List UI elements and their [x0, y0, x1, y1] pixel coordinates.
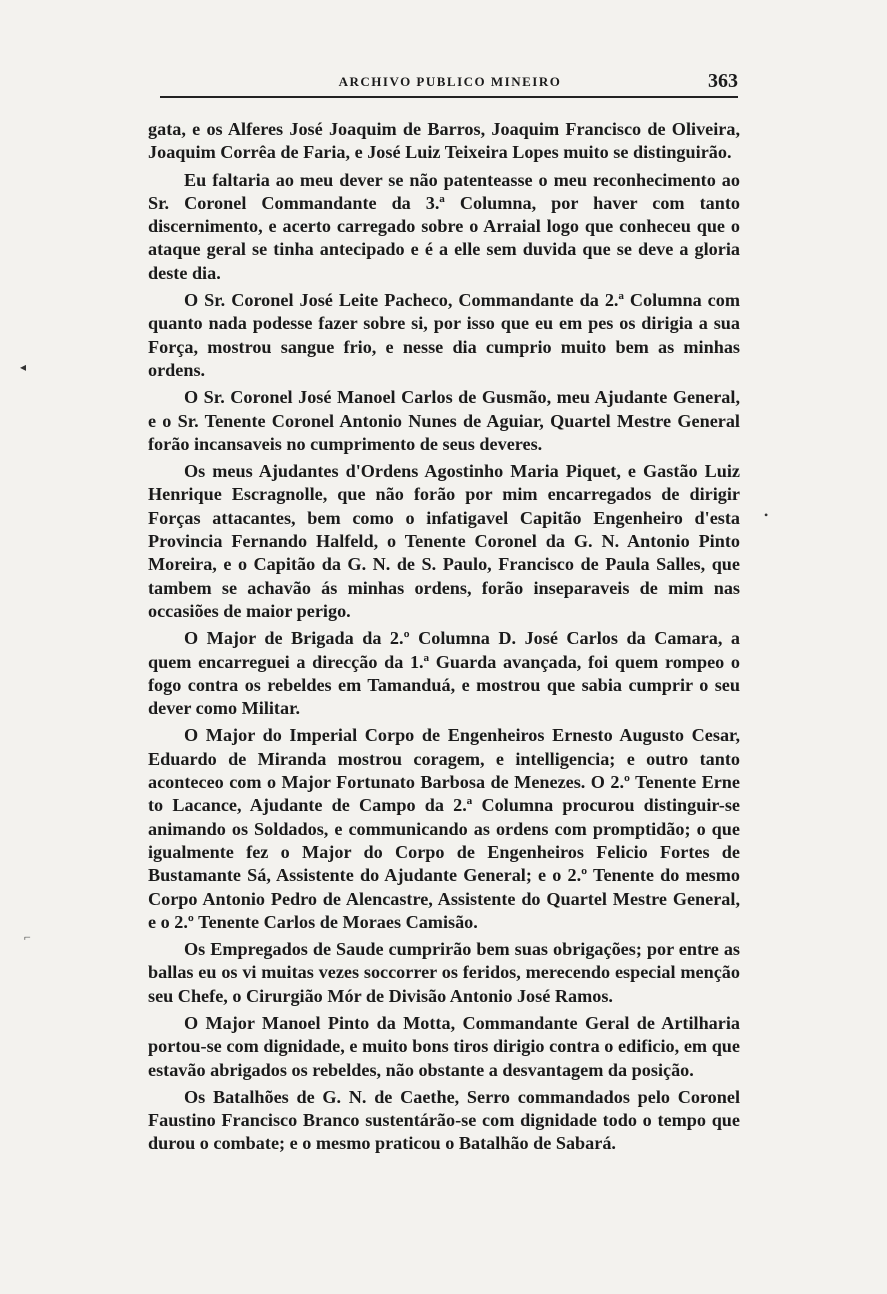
- paragraph: O Sr. Coronel José Leite Pacheco, Commandante da 2.ª Columna com quanto nada podesse fazer sobre si, por isso que eu em pes os dirigia a sua Força, mostrou sangue frio, e nesse dia cumprio muito bem as minhas ordens.: [148, 290, 740, 380]
- header-title: ARCHIVO PUBLICO MINEIRO: [338, 74, 562, 89]
- paragraph: Os Batalhões de G. N. de Caethe, Serro commandados pelo Coronel Faustino Francisco Branco sustentárão-se com dignidade todo o tempo que durou o combate; e o mesmo praticou o Batalhão de Sabará.: [148, 1086, 740, 1154]
- paragraph: O Sr. Coronel José Manoel Carlos de Gusmão, meu Ajudante General, e o Sr. Tenente Coronel Antonio Nunes de Aguiar, Quartel Mestre General forão incansaveis no cumprimento de seus deveres.: [148, 387, 740, 454]
- margin-mark: ⌐: [24, 930, 31, 944]
- page-number: 363: [708, 70, 738, 92]
- paragraph: gata, e os Alferes José Joaquim de Barros, Joaquim Francisco de Oliveira, Joaquim Corrêa de Faria, e José Luiz Teixeira Lopes muito se distinguirão.: [148, 119, 740, 163]
- paragraph: Eu faltaria ao meu dever se não patenteasse o meu reconhecimento ao Sr. Coronel Commandante da 3.ª Columna, por haver com tanto discernimento, e acerto carregado sobre o Arraial logo que conheceu que o ataque geral se tinha antecipado e é a elle sem duvida que se deve a gloria deste dia.: [148, 169, 740, 283]
- paragraph: O Major de Brigada da 2.º Columna D. José Carlos da Camara, a quem encarreguei a direcção da 1.ª Guarda avançada, foi quem rompeo o fogo contra os rebeldes em Tamanduá, e mostrou que sabia cumprir o seu dever como Militar.: [148, 628, 740, 719]
- running-header: [160, 70, 740, 96]
- paragraph: Os Empregados de Saude cumprirão bem suas obrigações; por entre as ballas eu os vi muitas vezes soccorrer os feridos, merecendo especial menção seu Chefe, o Cirurgião Mór de Divisão Antonio José Ramos.: [148, 939, 740, 1006]
- margin-mark: •: [764, 508, 769, 522]
- body-text: [148, 118, 740, 1160]
- header-rule: [160, 96, 738, 98]
- paragraph: O Major Manoel Pinto da Motta, Commandante Geral de Artilharia portou-se com dignidade, e muito bons tiros dirigio contra o edificio, em que estavão abrigados os rebeldes, não obstante a desvantagem da posição.: [148, 1012, 740, 1080]
- margin-mark: ◂: [20, 360, 27, 374]
- paragraph: O Major do Imperial Corpo de Engenheiros Ernesto Augusto Cesar, Eduardo de Miranda mostrou coragem, e intelligencia; e outro tanto aconteceo com o Major Fortunato Barbosa de Menezes. O 2.º Tenente Erne to Lacance, Ajudante de Campo da 2.ª Columna procurou distinguir-se animando os Soldados, e communicando as ordens com promptidão; o que igualmente fez o Major do Corpo de Engenheiros Felicio Fortes de Bustamante Sá, Assistente do Ajudante General; e o 2.º Tenente do mesmo Corpo Antonio Pedro de Alencastre, Assistente do Quartel Mestre General, e o 2.º Tenente Carlos de Moraes Camisão.: [148, 725, 740, 932]
- paragraph: Os meus Ajudantes d'Ordens Agostinho Maria Piquet, e Gastão Luiz Henrique Escragnolle, que não forão por mim encarregados de dirigir Forças attacantes, bem como o infatigavel Capitão Engenheiro d'esta Provincia Fernando Halfeld, o Tenente Coronel da G. N. Antonio Pinto Moreira, e o Capitão da G. N. de S. Paulo, Francisco de Paula Salles, que tambem se achavão ás minhas ordens, forão inseparaveis de mim nas occasiões de maior perigo.: [148, 461, 740, 621]
